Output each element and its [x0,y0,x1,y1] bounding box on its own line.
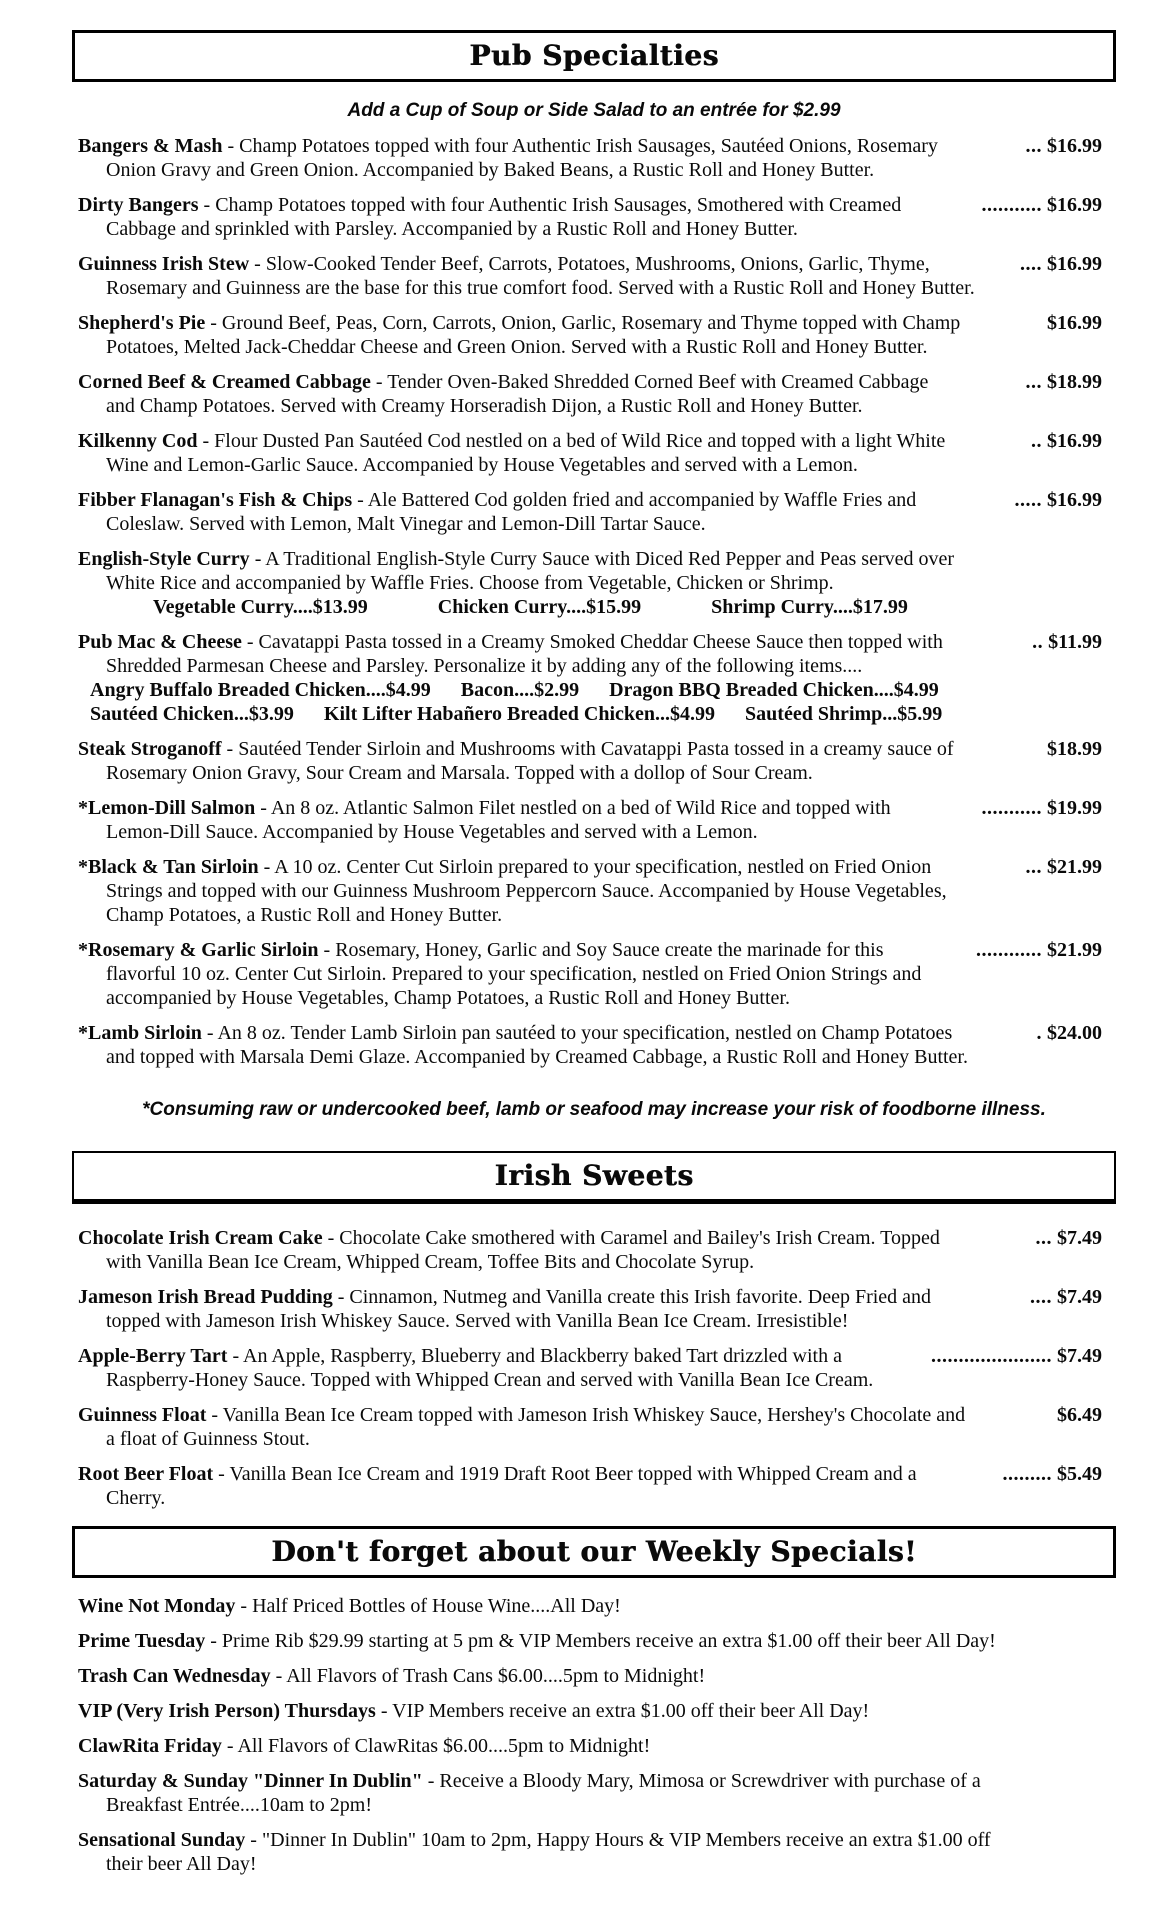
menu-item [78,1828,1102,1876]
item-separator: - [221,1735,238,1757]
dot-leader: ... [1035,1227,1052,1249]
item-price: $16.99 [1047,253,1102,275]
addon-option: Chicken Curry....$15.99 [437,596,642,618]
item-separator: - [352,489,368,511]
item-name: Sensational Sunday [78,1829,246,1851]
item-price-group [1049,1403,1102,1427]
item-separator: - [249,548,266,570]
item-first-line [78,1021,1102,1045]
item-separator: - [375,1700,393,1722]
item-price: $5.49 [1057,1463,1102,1485]
menu-item [78,1285,1102,1333]
item-description-line: Rosemary and Guinness are the base for this true comfort food. Served with a Rustic Roll and Honey Butter. [106,277,975,299]
item-description-line: Coleslaw. Served with Lemon, Malt Vinegar and Lemon-Dill Tartar Sauce. [106,513,706,535]
dot-leader: ..... [1014,489,1042,511]
item-price-group [1012,252,1102,276]
item-name: VIP (Very Irish Person) Thursdays [78,1700,376,1722]
item-description: Cinnamon, Nutmeg and Vanilla create this Irish favorite. Deep Fried and [349,1286,932,1308]
item-price-group [995,1462,1103,1486]
addon-option: Shrimp Curry....$17.99 [711,596,908,618]
addon-option: Sautéed Shrimp...$5.99 [745,703,943,725]
item-description-line: Strings and topped with our Guinness Mushroom Peppercorn Sauce. Accompanied by House Vegetables, [106,880,947,902]
item-name: Steak Stroganoff [78,738,222,760]
item-price: $6.49 [1057,1404,1102,1426]
item-name: *Rosemary & Garlic Sirloin [78,939,319,961]
item-price-group [1022,1285,1102,1309]
item-first-line [78,1828,1102,1852]
item-description-line: with Vanilla Bean Ice Cream, Whipped Cream, Toffee Bits and Chocolate Syrup. [106,1251,755,1273]
item-description-line: Raspberry-Honey Sauce. Topped with Whipped Crean and served with Vanilla Bean Ice Cream. [106,1369,874,1391]
weekly-specials-header-box [72,1526,1116,1578]
item-description-line: their beer All Day! [106,1853,257,1875]
item-description-line: Champ Potatoes, a Rustic Roll and Honey Butter. [106,904,503,926]
item-name: *Lamb Sirloin [78,1022,202,1044]
item-description: An 8 oz. Atlantic Salmon Filet nestled on a bed of Wild Rice and topped with [270,797,891,819]
item-first-line [78,1629,1102,1653]
item-price: $16.99 [1047,135,1102,157]
item-name: Wine Not Monday [78,1595,236,1617]
dot-leader: .... [1030,1286,1052,1308]
item-price: $24.00 [1047,1022,1102,1044]
item-price-group [1018,134,1103,158]
soup-salad-note: Add a Cup of Soup or Side Salad to an entrée for $2.99 [347,100,841,121]
item-separator: - [213,1463,230,1485]
item-name: Chocolate Irish Cream Cake [78,1227,323,1249]
item-description: Tender Oven-Baked Shredded Corned Beef with Creamed Cabbage [387,371,929,393]
item-description-line: Wine and Lemon-Garlic Sauce. Accompanied by House Vegetables and served with a Lemon. [106,454,858,476]
item-first-line [78,193,1102,217]
item-name: *Lemon-Dill Salmon [78,797,256,819]
item-first-line [78,1664,1102,1688]
item-first-line [78,1699,1102,1723]
item-description: Half Priced Bottles of House Wine....All Day! [252,1595,621,1617]
section-weekly-specials [72,1526,1116,1876]
item-name: Bangers & Mash [78,135,223,157]
item-first-line [78,311,1102,335]
item-text [78,1285,931,1309]
item-description: Ground Beef, Peas, Corn, Carrots, Onion, Garlic, Rosemary and Thyme topped with Champ [221,312,961,334]
menu-item [78,1769,1102,1817]
item-price: $16.99 [1047,194,1102,216]
item-first-line [78,1226,1102,1250]
item-price-group [1007,488,1103,512]
dot-leader: . [1036,1022,1042,1044]
irish-sweets-title: Irish Sweets [494,1159,694,1192]
addon-option: Kilt Lifter Habañero Breaded Chicken...$4.99 [323,703,716,725]
section-pub-specialties [72,30,1116,1121]
item-description-line: topped with Jameson Irish Whiskey Sauce. Served with Vanilla Bean Ice Cream. Irresistible! [106,1310,849,1332]
dot-leader: ......... [1002,1463,1052,1485]
item-description: Receive a Bloody Mary, Mimosa or Screwdriver with purchase of a [439,1770,981,1792]
foodborne-illness-footnote: *Consuming raw or undercooked beef, lamb or seafood may increase your risk of foodborne illness. [142,1099,1046,1120]
item-description-line: Onion Gravy and Green Onion. Accompanied by Baked Beans, a Rustic Roll and Honey Butter. [106,159,875,181]
item-separator: - [318,939,336,961]
item-text [78,796,891,820]
item-description-line: a float of Guinness Stout. [106,1428,310,1450]
item-text [78,1734,650,1758]
pub-specialties-items-list [72,134,1116,1069]
item-description-line: and Champ Potatoes. Served with Creamy Horseradish Dijon, a Rustic Roll and Honey Butter. [106,395,863,417]
item-text [78,1629,996,1653]
menu-item [78,1021,1102,1069]
item-description-line: and topped with Marsala Demi Glaze. Accompanied by Creamed Cabbage, a Rustic Roll and Honey Butter. [106,1046,968,1068]
item-description: Cavatappi Pasta tossed in a Creamy Smoked Cheddar Cheese Sauce then topped with [258,631,943,653]
item-price: $7.49 [1057,1345,1102,1367]
item-first-line [78,252,1102,276]
item-first-line [78,938,1102,962]
item-price-group [1024,630,1102,654]
item-text [78,1699,869,1723]
item-price: $19.99 [1047,797,1102,819]
item-price-group [1018,370,1103,394]
item-description: Champ Potatoes topped with four Authentic Irish Sausages, Smothered with Creamed [215,194,902,216]
item-name: Trash Can Wednesday [78,1665,271,1687]
item-addon-line [78,702,1102,726]
item-price: $16.99 [1047,489,1102,511]
dot-leader: ............ [976,939,1042,961]
item-description: Flour Dusted Pan Sautéed Cod nestled on a bed of Wild Rice and topped with a light White [214,430,946,452]
dot-leader: ... [1025,135,1042,157]
irish-sweets-items-list [72,1226,1116,1510]
item-first-line [78,547,1102,571]
item-text [78,1769,981,1793]
dot-leader: ... [1025,856,1042,878]
item-price: $21.99 [1047,939,1102,961]
item-description-line: Lemon-Dill Sauce. Accompanied by House Vegetables and served with a Lemon. [106,821,758,843]
item-separator: - [245,1829,262,1851]
item-price: $16.99 [1047,312,1102,334]
addon-option: Dragon BBQ Breaded Chicken....$4.99 [609,679,939,701]
item-separator: - [370,371,388,393]
addon-option: Vegetable Curry....$13.99 [153,596,368,618]
menu-item [78,1699,1102,1723]
item-addon-line [78,678,1102,702]
dot-leader: ...................... [931,1345,1052,1367]
item-description: Vanilla Bean Ice Cream topped with Jameson Irish Whiskey Sauce, Hershey's Chocolate and [222,1404,966,1426]
addon-option: Bacon....$2.99 [460,679,580,701]
item-description-line: Rosemary Onion Gravy, Sour Cream and Marsala. Topped with a dollop of Sour Cream. [106,762,813,784]
menu-item [78,1226,1102,1274]
item-name: Shepherd's Pie [78,312,206,334]
item-name: *Black & Tan Sirloin [78,856,259,878]
menu-item [78,311,1102,359]
item-description-line: Breakfast Entrée....10am to 2pm! [106,1794,373,1816]
item-separator: - [221,738,239,760]
item-separator: - [322,1227,340,1249]
item-description: A Traditional English-Style Curry Sauce with Diced Red Pepper and Peas served over [265,548,955,570]
item-first-line [78,630,1102,654]
item-price-group [1018,855,1103,879]
item-price: $11.99 [1048,631,1102,653]
menu-item [78,193,1102,241]
item-text [78,547,954,571]
item-description-line: flavorful 10 oz. Center Cut Sirloin. Prepared to your specification, nestled on Fried Onion Strings and [106,963,922,985]
item-description-line: Cabbage and sprinkled with Parsley. Accompanied by a Rustic Roll and Honey Butter. [106,218,798,240]
item-separator: - [197,430,215,452]
item-name: Apple-Berry Tart [78,1345,228,1367]
item-price-group [974,193,1103,217]
item-description: All Flavors of ClawRitas $6.00....5pm to Midnight! [237,1735,651,1757]
item-name: Root Beer Float [78,1463,214,1485]
item-text [78,311,960,335]
dot-leader: ... [1025,371,1042,393]
item-first-line [78,1769,1102,1793]
item-description-line: Potatoes, Melted Jack-Cheddar Cheese and Green Onion. Served with a Rustic Roll and Honey Butter. [106,336,928,358]
item-price-group [974,796,1103,820]
item-name: ClawRita Friday [78,1735,222,1757]
menu-item [78,252,1102,300]
pub-specialties-title: Pub Specialties [469,39,719,72]
item-text [78,1403,965,1427]
item-text [78,938,884,962]
menu-item [78,370,1102,418]
item-name: Fibber Flanagan's Fish & Chips [78,489,353,511]
menu-item [78,1403,1102,1451]
item-name: Prime Tuesday [78,1630,206,1652]
menu-item [78,1664,1102,1688]
item-description: An Apple, Raspberry, Blueberry and Blackberry baked Tart drizzled with a [243,1345,842,1367]
menu-item [78,488,1102,536]
item-first-line [78,1285,1102,1309]
item-text [78,252,930,276]
item-price-group [923,1344,1102,1368]
dot-leader: ........... [981,797,1042,819]
item-separator: - [255,797,271,819]
item-separator: - [422,1770,440,1792]
item-first-line [78,737,1102,761]
menu-item [78,630,1102,726]
item-separator: - [235,1595,253,1617]
menu-item [78,1594,1102,1618]
addon-option: Angry Buffalo Breaded Chicken....$4.99 [90,679,431,701]
menu-item [78,938,1102,1010]
item-name: Pub Mac & Cheese [78,631,242,653]
item-addon-line [78,595,1102,619]
item-price: $7.49 [1057,1286,1102,1308]
item-description: Chocolate Cake smothered with Caramel and Bailey's Irish Cream. Topped [339,1227,940,1249]
item-description: Vanilla Bean Ice Cream and 1919 Draft Root Beer topped with Whipped Cream and a [229,1463,917,1485]
dot-leader: .... [1020,253,1042,275]
item-separator: - [198,194,216,216]
item-price: $16.99 [1047,430,1102,452]
item-first-line [78,370,1102,394]
item-price: $18.99 [1047,371,1102,393]
item-text [78,193,901,217]
item-text [78,1828,991,1852]
item-separator: - [241,631,259,653]
item-description-line: Shredded Parmesan Cheese and Parsley. Personalize it by adding any of the following items.... [106,655,863,677]
item-separator: - [222,135,240,157]
pub-specialties-header-box [72,30,1116,82]
item-name: Guinness Float [78,1404,207,1426]
item-description: A 10 oz. Center Cut Sirloin prepared to your specification, nestled on Fried Onion [274,856,932,878]
item-text [78,1594,621,1618]
addon-option: Sautéed Chicken...$3.99 [90,703,294,725]
item-name: Saturday & Sunday "Dinner In Dublin" [78,1770,423,1792]
item-text [78,1021,952,1045]
section-irish-sweets [72,1151,1116,1510]
item-name: Kilkenny Cod [78,430,198,452]
item-price: $7.49 [1057,1227,1102,1249]
item-price-group [968,938,1102,962]
weekly-specials-items-list [72,1594,1116,1876]
dot-leader: .. [1032,631,1044,653]
item-name: English-Style Curry [78,548,250,570]
item-text [78,855,931,879]
item-text [78,1462,917,1486]
item-separator: - [201,1022,218,1044]
menu-item [78,796,1102,844]
item-first-line [78,1344,1102,1368]
item-separator: - [206,1404,223,1426]
menu-item [78,855,1102,927]
item-first-line [78,1734,1102,1758]
item-price-group [1029,1021,1103,1045]
item-description: Slow-Cooked Tender Beef, Carrots, Potatoes, Mushrooms, Onions, Garlic, Thyme, [265,253,930,275]
item-description: Ale Battered Cod golden fried and accompanied by Waffle Fries and [367,489,917,511]
item-first-line [78,1594,1102,1618]
item-price: $18.99 [1047,738,1102,760]
item-text [78,429,945,453]
menu-item [78,547,1102,619]
item-description: Rosemary, Honey, Garlic and Soy Sauce create the marinade for this [335,939,884,961]
item-price-group [1028,1226,1103,1250]
item-separator: - [227,1345,243,1367]
item-description-line: White Rice and accompanied by Waffle Fries. Choose from Vegetable, Chicken or Shrimp. [106,572,834,594]
menu-item [78,134,1102,182]
menu-item [78,1462,1102,1510]
item-first-line [78,796,1102,820]
item-description: All Flavors of Trash Cans $6.00....5pm to Midnight! [286,1665,706,1687]
menu-item [78,737,1102,785]
item-price-group [1039,311,1102,335]
item-description-line: accompanied by House Vegetables, Champ Potatoes, a Rustic Roll and Honey Butter. [106,987,790,1009]
item-text [78,737,954,761]
dot-leader: ........... [981,194,1042,216]
item-text [78,488,916,512]
item-separator: - [332,1286,350,1308]
item-name: Guinness Irish Stew [78,253,250,275]
item-separator: - [205,312,222,334]
item-text [78,1344,842,1368]
item-text [78,630,943,654]
weekly-specials-title: Don't forget about our Weekly Specials! [271,1535,917,1568]
dot-leader: .. [1031,430,1042,452]
item-separator: - [205,1630,222,1652]
item-first-line [78,1403,1102,1427]
item-description: Prime Rib $29.99 starting at 5 pm & VIP Members receive an extra $1.00 off their beer All Day! [221,1630,996,1652]
item-price: $21.99 [1047,856,1102,878]
item-separator: - [270,1665,287,1687]
item-text [78,1226,940,1250]
item-description-line: Cherry. [106,1487,166,1509]
menu-item [78,1344,1102,1392]
item-price-group [1023,429,1102,453]
menu-item [78,1734,1102,1758]
item-text [78,134,938,158]
item-description: "Dinner In Dublin" 10am to 2pm, Happy Hours & VIP Members receive an extra $1.00 off [261,1829,991,1851]
item-separator: - [258,856,275,878]
item-first-line [78,134,1102,158]
item-description: Sautéed Tender Sirloin and Mushrooms with Cavatappi Pasta tossed in a creamy sauce of [238,738,954,760]
item-description: An 8 oz. Tender Lamb Sirloin pan sautéed to your specification, nestled on Champ Potatoes [217,1022,953,1044]
item-separator: - [249,253,266,275]
item-description: Champ Potatoes topped with four Authentic Irish Sausages, Sautéed Onions, Rosemary [239,135,938,157]
item-first-line [78,1462,1102,1486]
menu-item [78,429,1102,477]
item-name: Jameson Irish Bread Pudding [78,1286,333,1308]
item-first-line [78,855,1102,879]
irish-sweets-header-box [72,1151,1116,1204]
item-description: VIP Members receive an extra $1.00 off their beer All Day! [392,1700,870,1722]
item-text [78,370,928,394]
item-text [78,1664,705,1688]
item-price-group [1039,737,1102,761]
item-first-line [78,429,1102,453]
item-name: Dirty Bangers [78,194,199,216]
item-name: Corned Beef & Creamed Cabbage [78,371,371,393]
menu-item [78,1629,1102,1653]
item-first-line [78,488,1102,512]
